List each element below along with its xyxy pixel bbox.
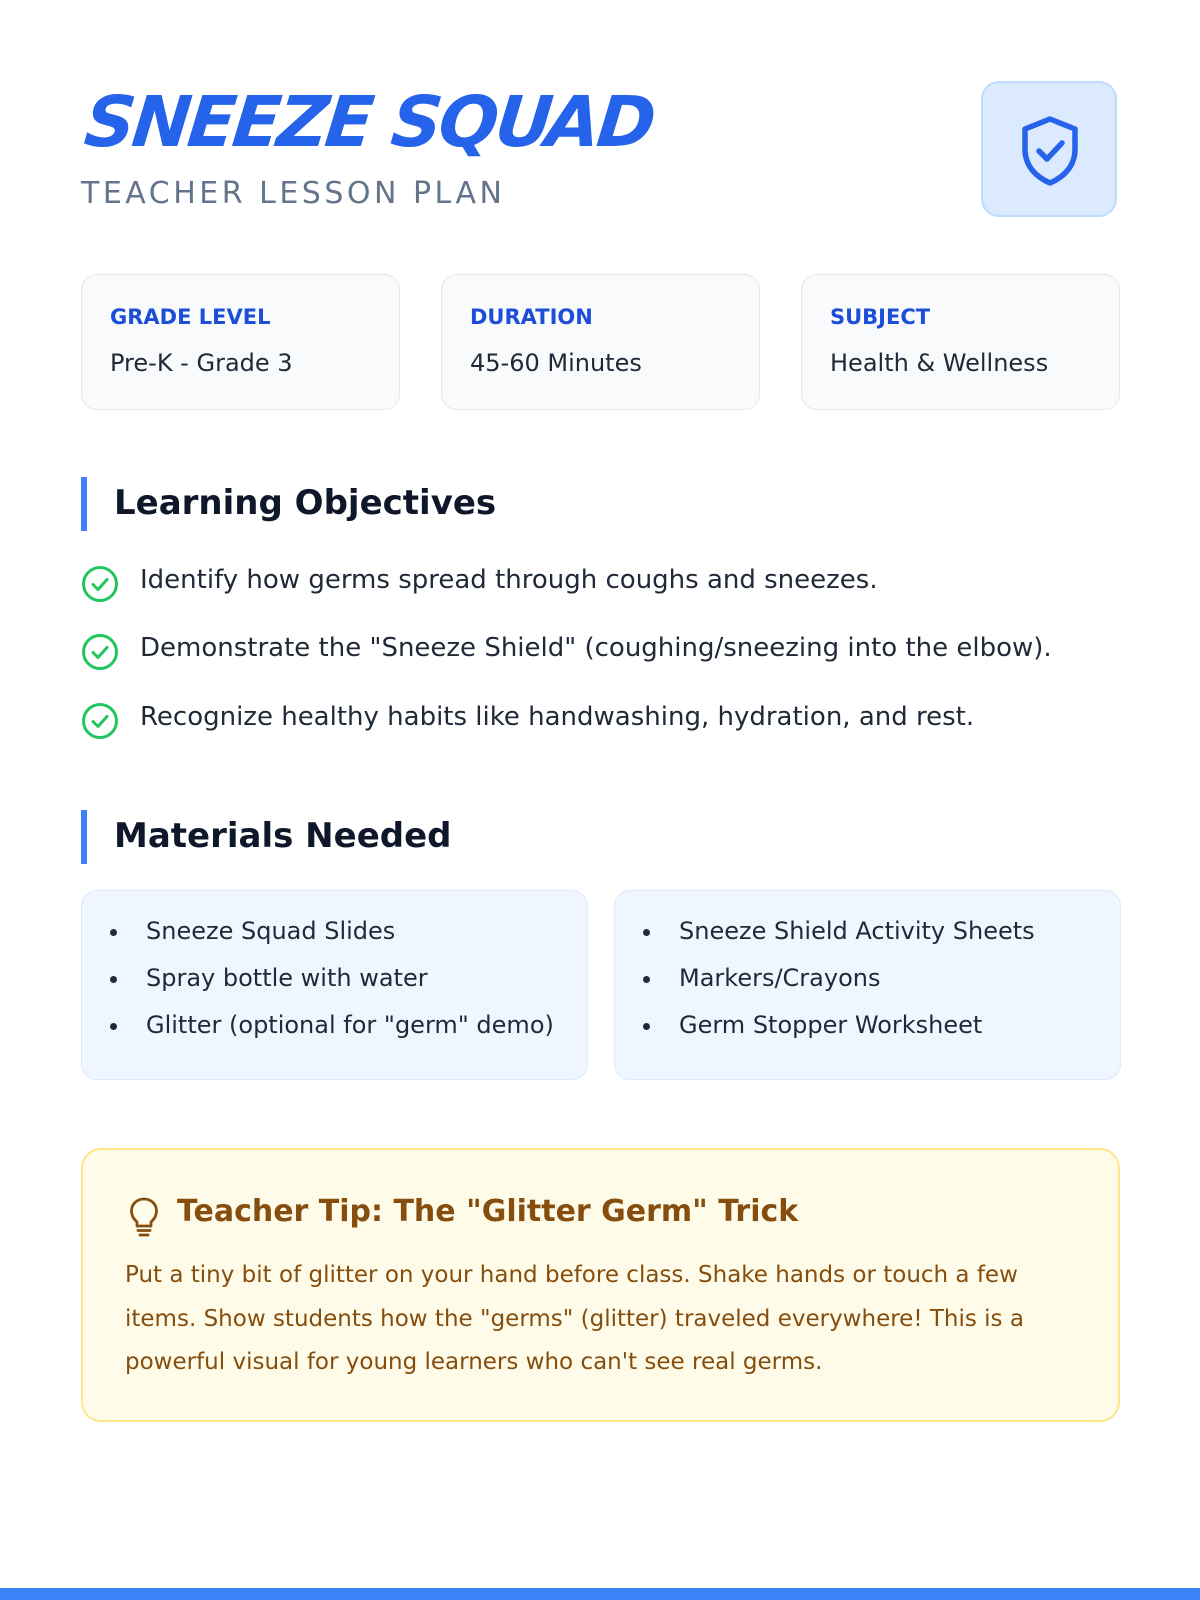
materials-item: Sneeze Shield Activity Sheets [615, 915, 1035, 962]
info-card-grade-level [81, 274, 400, 410]
info-card-duration [441, 274, 760, 410]
objective-text: Recognize healthy habits like handwashing, hydration, and rest. [140, 702, 975, 732]
materials-list [82, 915, 554, 1056]
section-accent-bar [81, 810, 87, 864]
info-label: GRADE LEVEL [110, 305, 271, 329]
section-heading-materials [81, 810, 981, 864]
info-value: Pre-K - Grade 3 [110, 349, 293, 377]
materials-card [81, 890, 588, 1080]
objective-text: Demonstrate the "Sneeze Shield" (coughing/sneezing into the elbow). [140, 633, 1052, 663]
objective-text: Identify how germs spread through coughs and sneezes. [140, 565, 878, 595]
check-circle-icon [81, 565, 119, 603]
shield-check-icon [1017, 115, 1083, 187]
teacher-tip-box [81, 1148, 1120, 1422]
section-heading-objectives [81, 477, 981, 531]
info-cards [81, 274, 1120, 410]
section-title: Materials Needed [114, 816, 452, 856]
section-title: Learning Objectives [114, 483, 497, 523]
materials-item: Spray bottle with water [82, 962, 554, 1009]
objective-item [81, 628, 1120, 672]
materials-item: Glitter (optional for "germ" demo) [82, 1009, 554, 1056]
materials-grid [81, 890, 1120, 1080]
page-title: SNEEZE SQUAD [80, 81, 657, 163]
info-value: Health & Wellness [830, 349, 1049, 377]
lightbulb-icon [128, 1196, 160, 1238]
materials-item: Sneeze Squad Slides [82, 915, 554, 962]
info-value: 45-60 Minutes [470, 349, 642, 377]
tip-body: Put a tiny bit of glitter on your hand before class. Shake hands or touch a few items. Show students how the "germs" (glitter) traveled everywhere! This is a powerful visual for young learners who can't see real germs. [125, 1262, 1024, 1375]
check-circle-icon [81, 633, 119, 671]
shield-badge [981, 81, 1117, 217]
section-accent-bar [81, 477, 87, 531]
header [81, 82, 1120, 222]
materials-list [615, 915, 1035, 1056]
tip-title: Teacher Tip: The "Glitter Germ" Trick [177, 1194, 799, 1229]
materials-card [614, 890, 1121, 1080]
materials-item: Markers/Crayons [615, 962, 1035, 1009]
info-label: SUBJECT [830, 305, 931, 329]
materials-item: Germ Stopper Worksheet [615, 1009, 1035, 1056]
check-circle-icon [81, 702, 119, 740]
info-label: DURATION [470, 305, 593, 329]
footer-accent-bar [0, 1588, 1200, 1600]
objective-item [81, 560, 1120, 604]
info-card-subject [801, 274, 1120, 410]
objective-item [81, 697, 1120, 741]
page-subtitle: TEACHER LESSON PLAN [81, 176, 506, 211]
